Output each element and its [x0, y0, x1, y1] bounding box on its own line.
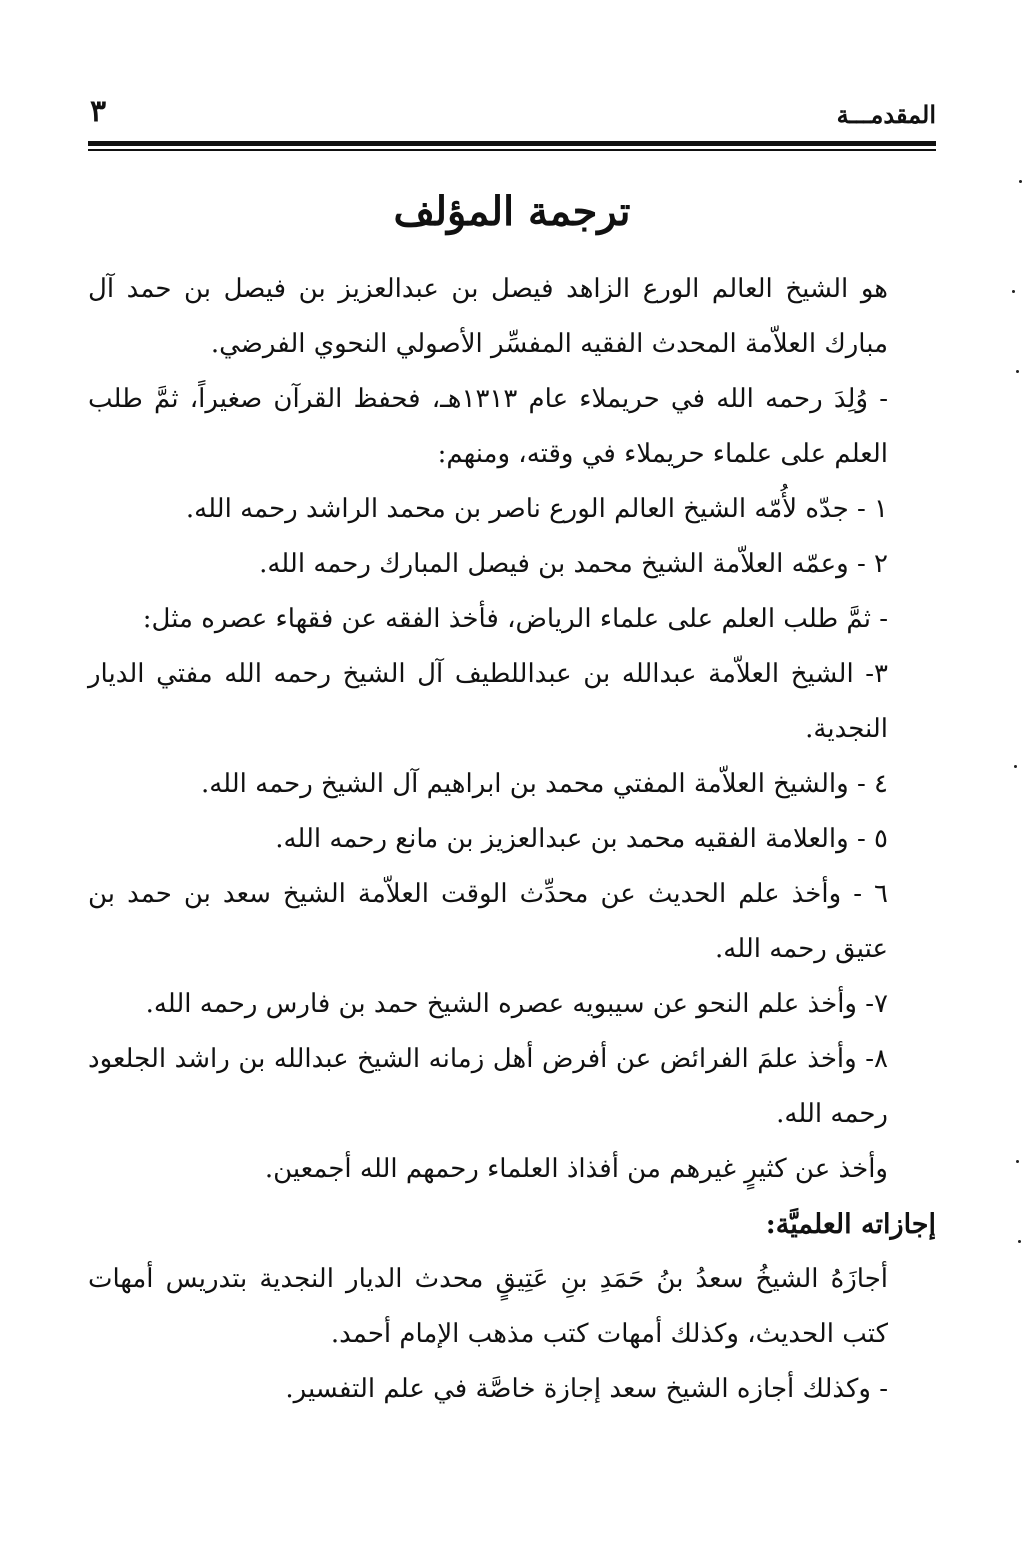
section-title: المقدمـــة — [836, 100, 936, 129]
scan-speck — [1019, 180, 1022, 183]
list-item-teacher-5: ٥ - والعلامة الفقيه محمد بن عبدالعزيز بن مانع رحمه الله. — [275, 824, 888, 854]
scan-speck — [1018, 1240, 1021, 1243]
list-item-teacher-6: ٦ - وأخذ علم الحديث عن محدِّث الوقت العلاّمة الشيخ سعد بن حمد بن عتيق رحمه الله. — [88, 879, 888, 964]
paragraph-birth: - وُلِدَ رحمه الله في حريملاء عام ١٣١٣هـ، فحفظ القرآن صغيراً، ثمَّ طلب العلم على علماء حريملاء في وقته، ومنهم: — [88, 384, 888, 469]
paragraph-riyadh: - ثمَّ طلب العلم على علماء الرياض، فأخذ الفقه عن فقهاء عصره مثل: — [142, 604, 888, 634]
chapter-title: ترجمة المؤلف — [393, 188, 631, 235]
list-item-teacher-7: ٧- وأخذ علم النحو عن سيبويه عصره الشيخ حمد بن فارس رحمه الله. — [145, 989, 888, 1019]
paragraph-intro: هو الشيخ العالم الورع الزاهد فيصل بن عبدالعزيز بن فيصل بن حمد آل مبارك العلاّمة المحدث الفقيه المفسِّر الأصولي النحوي الفرضي. — [88, 274, 888, 359]
scan-speck — [1012, 290, 1015, 293]
header-rule-thin — [88, 149, 936, 151]
list-item-teacher-8: ٨- وأخذ علمَ الفرائض عن أفرض أهل زمانه الشيخ عبدالله بن راشد الجلعود رحمه الله. — [88, 1044, 888, 1129]
scan-speck — [1014, 765, 1017, 768]
paragraph-ijaza: أجازَهُ الشيخُ سعدُ بنُ حَمَدِ بنِ عَتِيقٍ محدث الديار النجدية بتدريس أمهات كتب الحديث، وكذلك أمهات كتب مذهب الإمام أحمد. — [88, 1264, 888, 1349]
list-item-teacher-2: ٢ - وعمّه العلاّمة الشيخ محمد بن فيصل المبارك رحمه الله. — [259, 549, 888, 579]
running-header — [88, 94, 936, 134]
list-item-teacher-1: ١ - جدّه لأُمّه الشيخ العالم الورع ناصر بن محمد الراشد رحمه الله. — [185, 494, 888, 524]
page-number: ٣ — [90, 94, 107, 129]
paragraph-others: وأخذ عن كثيرٍ غيرهم من أفذاذ العلماء رحمهم الله أجمعين. — [264, 1154, 888, 1184]
list-item-teacher-4: ٤ - والشيخ العلاّمة المفتي محمد بن ابراهيم آل الشيخ رحمه الله. — [200, 769, 888, 799]
header-rule-thick — [88, 141, 936, 146]
section-heading-ijazat: إجازاته العلميَّة: — [765, 1209, 936, 1240]
paragraph-tafsir-ijaza: - وكذلك أجازه الشيخ سعد إجازة خاصَّة في علم التفسير. — [285, 1374, 888, 1404]
body-text — [88, 262, 936, 1417]
scan-speck — [1016, 370, 1019, 373]
list-item-teacher-3: ٣- الشيخ العلاّمة عبدالله بن عبداللطيف آل الشيخ رحمه الله مفتي الديار النجدية. — [88, 659, 888, 744]
scan-speck — [1016, 1160, 1019, 1163]
